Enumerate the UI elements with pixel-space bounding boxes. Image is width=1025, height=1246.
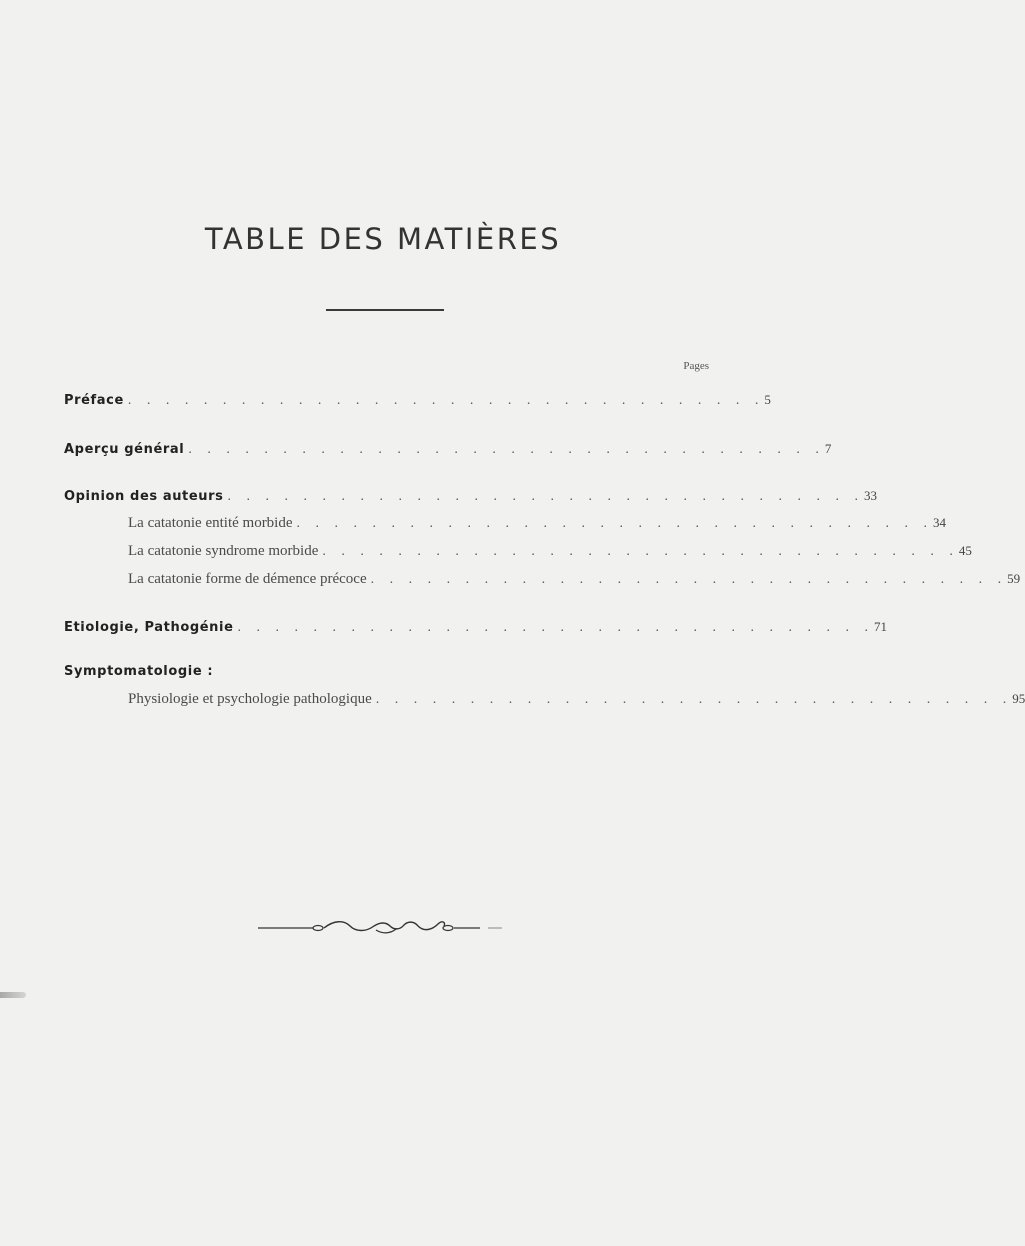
toc-leader-dots: . . . . . . . . . . . . . . . . . . . . . . . . . . . . . . . . . .: [127, 393, 765, 408]
toc-page-number: 71: [874, 619, 888, 634]
toc-entry-label: Opinion des auteurs: [64, 489, 224, 504]
toc-entry-label: Etiologie, Pathogénie: [64, 620, 234, 635]
toc-entry: [64, 619, 888, 639]
toc-entry: [64, 392, 771, 412]
ornament-flourish-icon: [258, 916, 508, 938]
toc-leader-dots: . . . . . . . . . . . . . . . . . . . . . . . . . . . . . . . . . .: [370, 572, 1008, 587]
toc-page-number: 7: [824, 441, 832, 456]
toc-entry-label: Physiologie et psychologie pathologique: [128, 691, 372, 707]
toc-page-number: 45: [958, 543, 972, 558]
toc-page-number: 33: [863, 488, 877, 503]
scan-artifact: [0, 992, 26, 998]
toc-entry-label: Aperçu général: [64, 442, 185, 457]
toc-entry-label: La catatonie syndrome morbide: [128, 543, 319, 559]
toc-leader-dots: . . . . . . . . . . . . . . . . . . . . . . . . . . . . . . . . . .: [188, 442, 825, 457]
toc-leader-dots: . . . . . . . . . . . . . . . . . . . . . . . . . . . . . . . . . .: [322, 544, 959, 559]
toc-leader-dots: . . . . . . . . . . . . . . . . . . . . . . . . . . . . . . . . . .: [227, 489, 864, 504]
toc-page-number: 59: [1007, 571, 1021, 586]
toc-leader-dots: . . . . . . . . . . . . . . . . . . . . . . . . . . . . . . . . . .: [296, 516, 934, 531]
title-rule: [326, 309, 444, 311]
toc-entry-label: La catatonie entité morbide: [128, 515, 293, 531]
toc-subentry: [128, 515, 947, 535]
page-title: TABLE DES MATIÈRES: [204, 222, 562, 256]
toc-subentry: [128, 691, 1025, 711]
toc-subentry: [128, 543, 972, 563]
toc-page-number: 5: [764, 392, 771, 407]
toc-leader-dots: . . . . . . . . . . . . . . . . . . . . . . . . . . . . . . . . . .: [237, 620, 875, 635]
pages-column-header: Pages: [683, 360, 709, 372]
toc-entry: [64, 441, 832, 461]
toc-leader-dots: . . . . . . . . . . . . . . . . . . . . . . . . . . . . . . . . . .: [375, 692, 1013, 707]
toc-page-number: 95: [1012, 691, 1025, 706]
toc-section-header: Symptomatologie :: [64, 664, 214, 679]
toc-entry: [64, 488, 877, 508]
toc-entry-label: Préface: [64, 393, 124, 408]
toc-entry-label: La catatonie forme de démence précoce: [128, 571, 367, 587]
toc-subentry: [128, 571, 1021, 591]
toc-page-number: 34: [933, 515, 947, 530]
